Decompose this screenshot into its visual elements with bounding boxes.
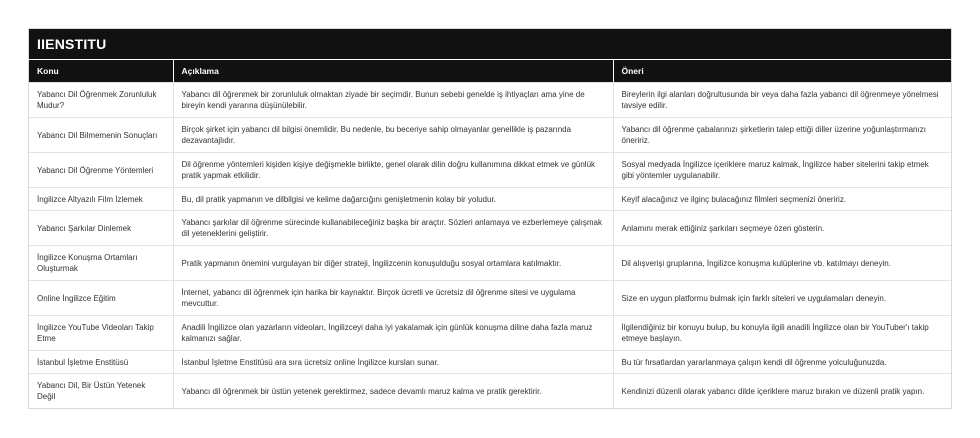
cell-konu: İngilizce Konuşma Ortamları Oluşturmak (29, 246, 173, 281)
cell-oneri: Keyif alacağınız ve ilginç bulacağınız filmleri seçmenizi öneririz. (613, 188, 951, 211)
cell-aciklama: Dil öğrenme yöntemleri kişiden kişiye değişmekle birlikte, genel olarak dilin doğru kullanımına dikkat etmek ve günlük pratik yapmak etkilidir. (173, 153, 613, 188)
cell-oneri: Sosyal medyada İngilizce içeriklere maruz kalmak, İngilizce haber sitelerini takip etmek gibi yöntemler uygulanabilir. (613, 153, 951, 188)
cell-konu: İngilizce YouTube Videoları Takip Etme (29, 316, 173, 351)
table-row (29, 188, 951, 211)
cell-aciklama: İstanbul İşletme Enstitüsü ara sıra ücretsiz online İngilizce kursları sunar. (173, 351, 613, 374)
info-table (29, 60, 951, 408)
table-row (29, 246, 951, 281)
cell-konu: Yabancı Dil Bilmemenin Sonuçları (29, 118, 173, 153)
cell-konu: Yabancı Dil, Bir Üstün Yetenek Değil (29, 374, 173, 409)
cell-konu: İstanbul İşletme Enstitüsü (29, 351, 173, 374)
cell-aciklama: Yabancı şarkılar dil öğrenme sürecinde kullanabileceğiniz başka bir araçtır. Sözleri anlamaya ve ezberlemeye çalışmak dil yeteneklerini geliştirir. (173, 211, 613, 246)
table-header-row (29, 60, 951, 83)
cell-oneri: Bu tür fırsatlardan yararlanmaya çalışın kendi dil öğrenme yolculuğunuzda. (613, 351, 951, 374)
cell-aciklama: Anadili İngilizce olan yazarların videoları, İngilizceyi daha iyi yakalamak için günlük konuşma diline daha fazla maruz kalmanızı sağlar. (173, 316, 613, 351)
cell-konu: İngilizce Altyazılı Film İzlemek (29, 188, 173, 211)
cell-konu: Online İngilizce Eğitim (29, 281, 173, 316)
header-konu: Konu (29, 60, 173, 83)
cell-oneri: Yabancı dil öğrenme çabalarınızı şirketlerin talep ettiği diller üzerine yoğunlaştırmanızı öneririz. (613, 118, 951, 153)
cell-oneri: Anlamını merak ettiğiniz şarkıları seçmeye özen gösterin. (613, 211, 951, 246)
table-row (29, 153, 951, 188)
cell-aciklama: Pratik yapmanın önemini vurgulayan bir diğer strateji, İngilizcenin konuşulduğu sosyal ortamlara katılmaktır. (173, 246, 613, 281)
cell-oneri: Kendinizi düzenli olarak yabancı dilde içeriklere maruz bırakın ve düzenli pratik yapın. (613, 374, 951, 409)
cell-oneri: Bireylerin ilgi alanları doğrultusunda bir veya daha fazla yabancı dil öğrenmeye yönelmesi tavsiye edilir. (613, 83, 951, 118)
table-row (29, 281, 951, 316)
cell-konu: Yabancı Şarkılar Dinlemek (29, 211, 173, 246)
table-row (29, 118, 951, 153)
cell-oneri: Dil alışverişi gruplarına, İngilizce konuşma kulüplerine vb. katılmayı deneyin. (613, 246, 951, 281)
cell-konu: Yabancı Dil Öğrenmek Zorunluluk Mudur? (29, 83, 173, 118)
table-row (29, 351, 951, 374)
cell-aciklama: İnternet, yabancı dil öğrenmek için harika bir kaynaktır. Birçok ücretli ve ücretsiz dil öğrenme sitesi ve uygulama mevcuttur. (173, 281, 613, 316)
cell-aciklama: Birçok şirket için yabancı dil bilgisi önemlidir. Bu nedenle, bu beceriye sahip olmayanlar genellikle iş pazarında dezavantajlıdır. (173, 118, 613, 153)
content-table-card (28, 28, 952, 409)
table-row (29, 83, 951, 118)
header-aciklama: Açıklama (173, 60, 613, 83)
brand-title: IIENSTITU (29, 29, 951, 60)
cell-oneri: İlgilendiğiniz bir konuyu bulup, bu konuyla ilgili anadili İngilizce olan bir YouTuber'ı takip etmeye başlayın. (613, 316, 951, 351)
header-oneri: Öneri (613, 60, 951, 83)
cell-aciklama: Yabancı dil öğrenmek bir üstün yetenek gerektirmez, sadece devamlı maruz kalma ve pratik gerektirir. (173, 374, 613, 409)
table-row (29, 374, 951, 409)
cell-aciklama: Yabancı dil öğrenmek bir zorunluluk olmaktan ziyade bir seçimdir. Bunun sebebi genelde iş ihtiyaçları ama yine de bireyin kendi yararına düşünülebilir. (173, 83, 613, 118)
table-row (29, 211, 951, 246)
table-row (29, 316, 951, 351)
cell-aciklama: Bu, dil pratik yapmanın ve dilbilgisi ve kelime dağarcığını genişletmenin kolay bir yoludur. (173, 188, 613, 211)
cell-oneri: Size en uygun platformu bulmak için farklı siteleri ve uygulamaları deneyin. (613, 281, 951, 316)
cell-konu: Yabancı Dil Öğrenme Yöntemleri (29, 153, 173, 188)
